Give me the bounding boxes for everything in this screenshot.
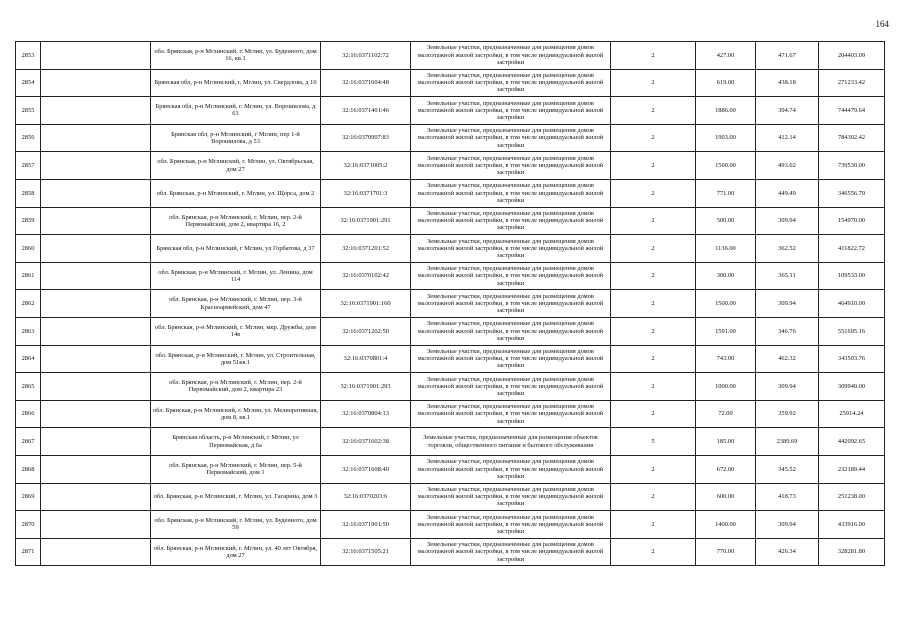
land-use-cell: Земельные участки, предназначенные для размещения домов малоэтажной жилой застройки, в том числе индивидуальной жилой застройки [411,97,611,125]
land-use-cell: Земельные участки, предназначенные для размещения домов малоэтажной жилой застройки, в том числе индивидуальной жилой застройки [411,345,611,373]
cadastral-value-cell: 271233.42 [819,69,885,97]
cadastral-value-cell: 464910.00 [819,290,885,318]
cadastral-value-cell: 433916.00 [819,511,885,539]
area-cell: 1500.00 [696,152,756,180]
area-cell: 1903.00 [696,124,756,152]
cadastral-value-cell: 346556.79 [819,179,885,207]
specific-value-cell: 493.02 [756,152,819,180]
group-cell: 2 [611,455,696,483]
table-row [16,179,885,207]
cadastral-value-cell: 343503.76 [819,345,885,373]
row-number: 2863 [16,317,41,345]
area-cell: 600.00 [696,483,756,511]
area-cell: 427.00 [696,42,756,70]
area-cell: 1136.00 [696,235,756,263]
row-number: 2868 [16,455,41,483]
row-number: 2858 [16,179,41,207]
land-use-cell: Земельные участки, предназначенные для размещения домов малоэтажной жилой застройки, в том числе индивидуальной жилой застройки [411,124,611,152]
cadastral-value-cell: 784302.42 [819,124,885,152]
spacer-cell [41,428,151,456]
address-cell: обл. Брянская, р-н Мглинский, г. Мглин, ул. Гагарина, дом 3 [151,483,321,511]
address-cell: обл. Брянская, р-н Мглинский, г. Мглин, ул. 40 лет Октября, дом 27 [151,538,321,566]
specific-value-cell: 412.14 [756,124,819,152]
row-number: 2855 [16,97,41,125]
cadastral-number-cell: 32:16:0371901:50 [321,511,411,539]
cadastral-value-cell: 442092.65 [819,428,885,456]
address-cell: обл. Брянская, р-н Мглинский, г. Мглин, ул. Строительная, дом 51кв.1 [151,345,321,373]
land-use-cell: Земельные участки, предназначенные для размещения домов малоэтажной жилой застройки, в том числе индивидуальной жилой застройки [411,152,611,180]
address-cell: Брянская обл, р-н Мглинский, г Мглин, ул Горбатова, д 37 [151,235,321,263]
land-use-cell: Земельные участки, предназначенные для размещения домов малоэтажной жилой застройки, в том числе индивидуальной жилой застройки [411,262,611,290]
table-row [16,69,885,97]
specific-value-cell: 471.67 [756,42,819,70]
group-cell: 2 [611,262,696,290]
specific-value-cell: 346.76 [756,317,819,345]
land-registry-table [15,41,885,566]
spacer-cell [41,290,151,318]
address-cell: Брянская обл, р-н Мглинский, г. Мглин, ул. Ворошилова, д 63 [151,97,321,125]
table-row [16,455,885,483]
group-cell: 2 [611,400,696,428]
cadastral-number-cell: 32:16:0371602:38 [321,428,411,456]
table-row [16,317,885,345]
table-row [16,290,885,318]
land-use-cell: Земельные участки, предназначенные для размещения домов малоэтажной жилой застройки, в том числе индивидуальной жилой застройки [411,290,611,318]
land-use-cell: Земельные участки, предназначенные для размещения домов малоэтажной жилой застройки, в том числе индивидуальной жилой застройки [411,483,611,511]
land-use-cell: Земельные участки, предназначенные для размещения домов малоэтажной жилой застройки, в том числе индивидуальной жилой застройки [411,317,611,345]
address-cell: обл. Брянская, р-н Мглинский, г. Мглин, ул. Ленина, дом 114 [151,262,321,290]
address-cell: обл. Брянская, р-н Мглинский, г. Мглин, ул. Щорса, дом 2 [151,179,321,207]
specific-value-cell: 309.94 [756,207,819,235]
table-row [16,124,885,152]
cadastral-value-cell: 251238.00 [819,483,885,511]
spacer-cell [41,538,151,566]
spacer-cell [41,235,151,263]
cadastral-value-cell: 204403.09 [819,42,885,70]
cadastral-number-cell: 32:16:0371901:291 [321,207,411,235]
cadastral-number-cell: 32:16:0371401:46 [321,97,411,125]
specific-value-cell: 2389.69 [756,428,819,456]
table-row [16,152,885,180]
land-use-cell: Земельные участки, предназначенные для размещения домов малоэтажной жилой застройки, в том числе индивидуальной жилой застройки [411,511,611,539]
spacer-cell [41,42,151,70]
address-cell: обл. Брянская, р-н Мглинский, г. Мглин, ул. Октябрьская, дом 27 [151,152,321,180]
land-use-cell: Земельные участки, предназначенные для размещения домов малоэтажной жилой застройки, в том числе индивидуальной жилой застройки [411,235,611,263]
cadastral-number-cell: 32:16:0370203:6 [321,483,411,511]
group-cell: 5 [611,428,696,456]
cadastral-value-cell: 25914.24 [819,400,885,428]
address-cell: Брянская обл, р-н Мглинский, г. Мглин, ул. Свердлова, д 10 [151,69,321,97]
cadastral-value-cell: 154970.00 [819,207,885,235]
spacer-cell [41,179,151,207]
area-cell: 500.00 [696,207,756,235]
spacer-cell [41,97,151,125]
row-number: 2870 [16,511,41,539]
land-use-cell: Земельные участки, предназначенные для размещения домов малоэтажной жилой застройки, в том числе индивидуальной жилой застройки [411,207,611,235]
row-number: 2869 [16,483,41,511]
area-cell: 619.00 [696,69,756,97]
area-cell: 770.00 [696,538,756,566]
address-cell: обл. Брянская, р-н Мглинский, г. Мглин, ул. Мелиоративная, дом 8, кв.1 [151,400,321,428]
spacer-cell [41,483,151,511]
group-cell: 2 [611,97,696,125]
cadastral-value-cell: 411822.72 [819,235,885,263]
row-number: 2860 [16,235,41,263]
spacer-cell [41,124,151,152]
address-cell: обл. Брянская, р-н Мглинский, г. Мглин, пер. 2-й Первомайский, дом 2, квартира 16, 2 [151,207,321,235]
table-row [16,207,885,235]
group-cell: 2 [611,511,696,539]
cadastral-number-cell: 32:16:0370804:13 [321,400,411,428]
table-row [16,345,885,373]
row-number: 2861 [16,262,41,290]
row-number: 2857 [16,152,41,180]
area-cell: 743.00 [696,345,756,373]
cadastral-value-cell: 328281.80 [819,538,885,566]
table-row [16,42,885,70]
table-row [16,538,885,566]
table-row [16,400,885,428]
cadastral-number-cell: 32:16:0371201:52 [321,235,411,263]
cadastral-number-cell: 32:16:0370102:42 [321,262,411,290]
land-use-cell: Земельные участки, предназначенные для размещения домов малоэтажной жилой застройки, в том числе индивидуальной жилой застройки [411,42,611,70]
area-cell: 72.00 [696,400,756,428]
table-row [16,373,885,401]
area-cell: 300.00 [696,262,756,290]
land-use-cell: Земельные участки, предназначенные для размещения домов малоэтажной жилой застройки, в том числе индивидуальной жилой застройки [411,400,611,428]
row-number: 2871 [16,538,41,566]
spacer-cell [41,455,151,483]
land-use-cell: Земельные участки, предназначенные для размещения домов малоэтажной жилой застройки, в том числе индивидуальной жилой застройки [411,538,611,566]
specific-value-cell: 394.74 [756,97,819,125]
address-cell: Брянская область, р-н Мглинский, г Мглин, ул Первомайская, д 6а [151,428,321,456]
cadastral-number-cell: 32:16:0371701:3 [321,179,411,207]
specific-value-cell: 362.52 [756,235,819,263]
cadastral-number-cell: 32:16:0371202:50 [321,317,411,345]
row-number: 2866 [16,400,41,428]
cadastral-number-cell: 32:16:0371604:48 [321,69,411,97]
spacer-cell [41,345,151,373]
spacer-cell [41,207,151,235]
address-cell: обл. Брянская, р-н Мглинский, г. Мглин, ул. Буденного, дом 16, кв.1 [151,42,321,70]
cadastral-number-cell: 32:16:0371608:40 [321,455,411,483]
land-use-cell: Земельные участки, предназначенные для размещения объектов торговли, общественного питания и бытового обслуживания [411,428,611,456]
spacer-cell [41,69,151,97]
group-cell: 2 [611,124,696,152]
address-cell: обл. Брянская, р-н Мглинский, г. Мглин, пер. 3-й Красноармейский, дом 47 [151,290,321,318]
specific-value-cell: 309.94 [756,290,819,318]
address-cell: Брянская обл, р-н Мглинский, г Мглин, пер 1-й Ворошилова, д 53 [151,124,321,152]
row-number: 2853 [16,42,41,70]
cadastral-value-cell: 551695.16 [819,317,885,345]
row-number: 2859 [16,207,41,235]
address-cell: обл. Брянская, р-н Мглинский, г. Мглин, ул. Буденного, дом 59 [151,511,321,539]
address-cell: обл. Брянская, р-н Мглинский, г. Мглин, пер. 5-й Первомайский, дом 1 [151,455,321,483]
spacer-cell [41,152,151,180]
specific-value-cell: 309.94 [756,511,819,539]
group-cell: 2 [611,317,696,345]
table-body [16,42,885,566]
group-cell: 2 [611,290,696,318]
table-row [16,97,885,125]
row-number: 2864 [16,345,41,373]
cadastral-number-cell: 32:16:0371102:72 [321,42,411,70]
cadastral-value-cell: 309940.00 [819,373,885,401]
table-row [16,511,885,539]
address-cell: обл. Брянская, р-н Мглинский, г. Мглин, пер. 2-й Первомайский, дом 2, квартира 23 [151,373,321,401]
spacer-cell [41,262,151,290]
spacer-cell [41,511,151,539]
area-cell: 1500.00 [696,290,756,318]
area-cell: 771.00 [696,179,756,207]
table-row [16,483,885,511]
group-cell: 2 [611,207,696,235]
group-cell: 2 [611,538,696,566]
cadastral-value-cell: 109533.00 [819,262,885,290]
cadastral-number-cell: 32:16:0371901:160 [321,290,411,318]
area-cell: 1400.00 [696,511,756,539]
specific-value-cell: 359.92 [756,400,819,428]
group-cell: 2 [611,69,696,97]
row-number: 2867 [16,428,41,456]
land-use-cell: Земельные участки, предназначенные для размещения домов малоэтажной жилой застройки, в том числе индивидуальной жилой застройки [411,455,611,483]
area-cell: 1591.00 [696,317,756,345]
cadastral-value-cell: 232189.44 [819,455,885,483]
specific-value-cell: 309.94 [756,373,819,401]
cadastral-number-cell: 32:16:0371505:21 [321,538,411,566]
group-cell: 2 [611,179,696,207]
row-number: 2865 [16,373,41,401]
cadastral-number-cell: 32:16:0370907:83 [321,124,411,152]
spacer-cell [41,373,151,401]
group-cell: 2 [611,152,696,180]
cadastral-value-cell: 744479.64 [819,97,885,125]
cadastral-number-cell: 32:16:0370801:4 [321,345,411,373]
cadastral-number-cell: 32:16:0371901:293 [321,373,411,401]
group-cell: 2 [611,42,696,70]
area-cell: 1886.00 [696,97,756,125]
group-cell: 2 [611,373,696,401]
spacer-cell [41,400,151,428]
area-cell: 672.00 [696,455,756,483]
row-number: 2862 [16,290,41,318]
cadastral-number-cell: 32:16:0371005:2 [321,152,411,180]
area-cell: 1000.00 [696,373,756,401]
page-number: 164 [875,19,889,29]
land-use-cell: Земельные участки, предназначенные для размещения домов малоэтажной жилой застройки, в том числе индивидуальной жилой застройки [411,69,611,97]
spacer-cell [41,317,151,345]
specific-value-cell: 449.49 [756,179,819,207]
cadastral-value-cell: 739530.00 [819,152,885,180]
address-cell: обл. Брянская, р-н Мглинский, г. Мглин, мкр. Дружбы, дом 14в [151,317,321,345]
row-number: 2854 [16,69,41,97]
group-cell: 2 [611,235,696,263]
table-row [16,262,885,290]
area-cell: 185.00 [696,428,756,456]
specific-value-cell: 462.32 [756,345,819,373]
table-row [16,235,885,263]
specific-value-cell: 438.18 [756,69,819,97]
row-number: 2856 [16,124,41,152]
table-row [16,428,885,456]
group-cell: 2 [611,483,696,511]
land-use-cell: Земельные участки, предназначенные для размещения домов малоэтажной жилой застройки, в том числе индивидуальной жилой застройки [411,179,611,207]
land-use-cell: Земельные участки, предназначенные для размещения домов малоэтажной жилой застройки, в том числе индивидуальной жилой застройки [411,373,611,401]
specific-value-cell: 365.11 [756,262,819,290]
specific-value-cell: 418.73 [756,483,819,511]
group-cell: 2 [611,345,696,373]
specific-value-cell: 426.34 [756,538,819,566]
specific-value-cell: 345.52 [756,455,819,483]
